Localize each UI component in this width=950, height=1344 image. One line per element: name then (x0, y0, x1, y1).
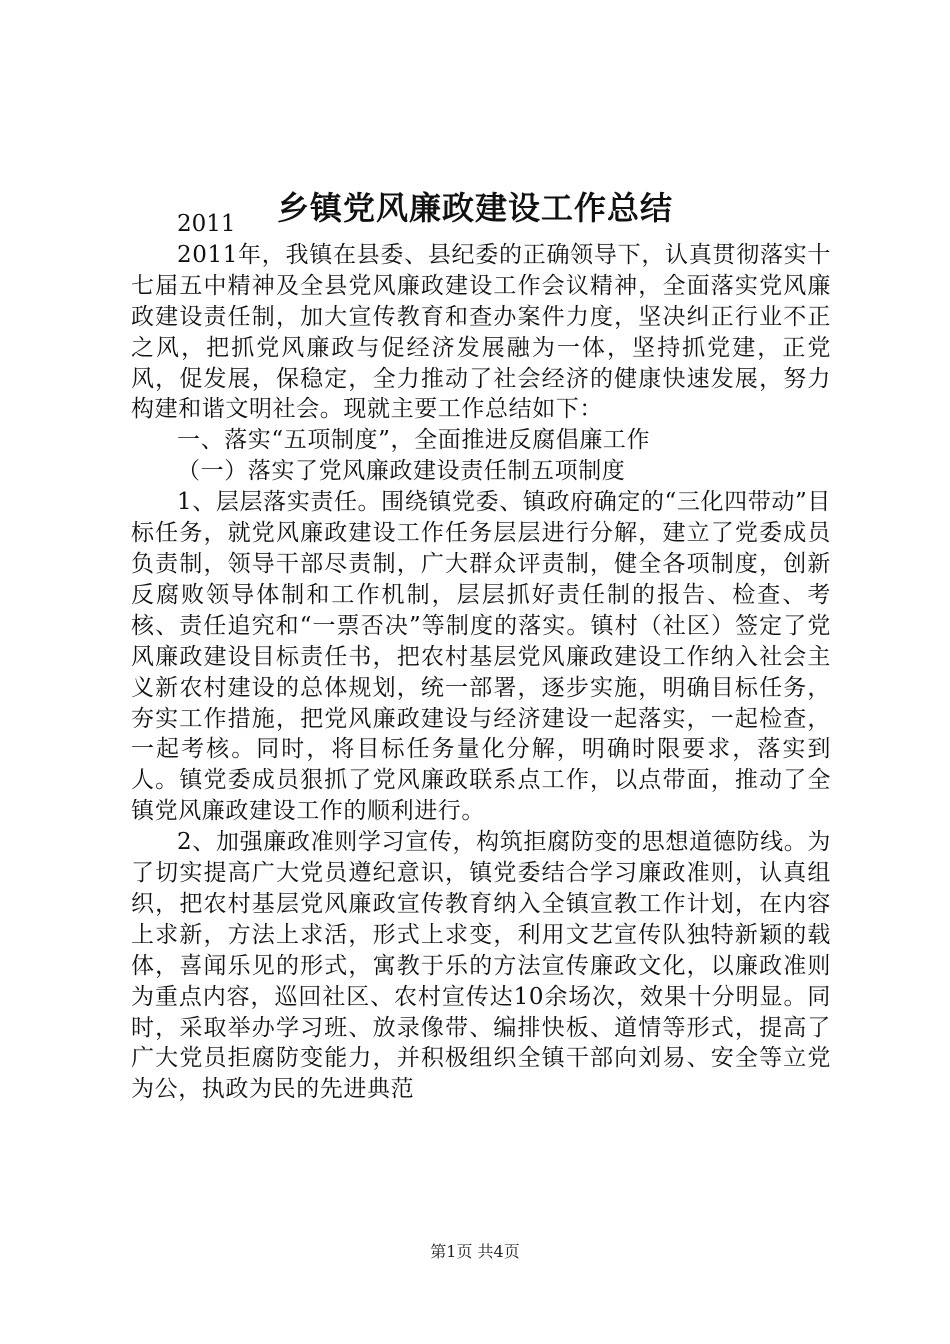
subsection-heading: （一）落实了党风廉政建设责任制五项制度 (177, 458, 626, 485)
body-paragraph-1: 1、层层落实责任。围绕镇党委、镇政府确定的“三化四带动”目标任务，就党风廉政建设工作任务层层进行分解，建立了党委成员负责制，领导干部尽责制，广大群众评责制，健全各项制度，创新反腐败领导体制和工作机制，层层抓好责任制的报告、检查、考核、责任追究和“一票否决”等制度的落实。镇村（社区）签定了党风廉政建设目标责任书，把农村基层党风廉政建设工作纳入社会主义新农村建设的总体规划，统一部署，逐步实施，明确目标任务，夯实工作措施，把党风廉政建设与经济建设一起落实，一起检查，一起考核。同时，将目标任务量化分解，明确时限要求，落实到人。镇党委成员狠抓了党风廉政联系点工作，以点带面，推动了全镇党风廉政建设工作的顺利进行。 (131, 489, 831, 825)
document-body (131, 209, 831, 1105)
document-title: 乡镇党风廉政建设工作总结 (276, 189, 673, 227)
intro-paragraph: 2011年，我镇在县委、县纪委的正确领导下，认真贯彻落实十七届五中精神及全县党风廉政建设工作会议精神，全面落实党风廉政建设责任制，加大宣传教育和查办案件力度，坚决纠正行业不正之风，把抓党风廉政与促经济发展融为一体，坚持抓党建，正党风，促发展，保稳定，全力推动了社会经济的健康快速发展，努力构建和谐文明社会。现就主要工作总结如下： (131, 241, 831, 423)
section-heading: 一、落实“五项制度”，全面推进反腐倡廉工作 (177, 427, 651, 454)
year-line: 2011 (177, 211, 236, 237)
body-paragraph-2: 2、加强廉政准则学习宣传，构筑拒腐防变的思想道德防线。为了切实提高广大党员遵纪意识，镇党委结合学习廉政准则，认真组织，把农村基层党风廉政宣传教育纳入全镇宣教工作计划，在内容上求新，方法上求活，形式上求变，利用文艺宣传队独特新颖的载体，喜闻乐见的形式，寓教于乐的方法宣传廉政文化，以廉政准则为重点内容，巡回社区、农村宣传达10余场次，效果十分明显。同时，采取举办学习班、放录像带、编排快板、道情等形式，提高了广大党员拒腐防变能力，并积极组织全镇干部向刘易、安全等立党为公，执政为民的先进典范 (131, 829, 831, 1103)
page-footer: 第1页 共4页 (430, 1242, 520, 1261)
